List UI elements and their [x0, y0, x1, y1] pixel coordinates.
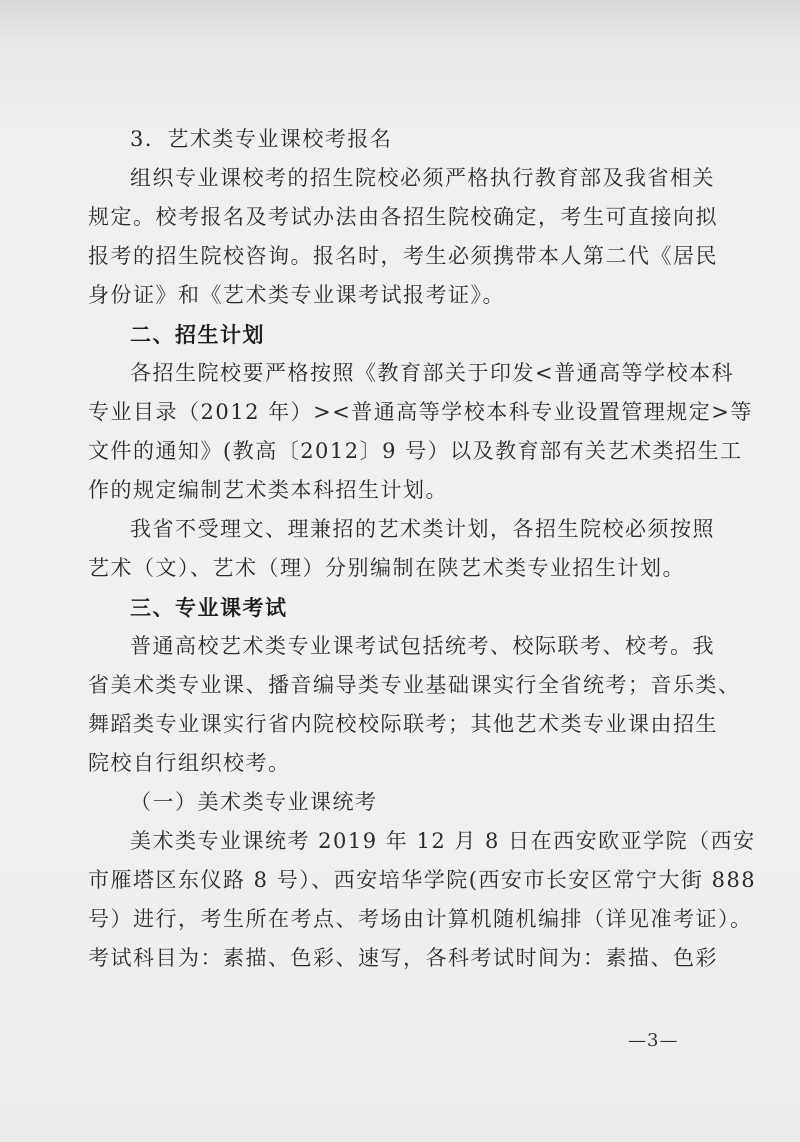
text-line: 考试科目为：素描、色彩、速写，各科考试时间为：素描、色彩: [88, 946, 718, 970]
text-line: 号）进行，考生所在考点、考场由计算机随机编排（详见准考证）。: [88, 907, 753, 931]
text-line: 专业目录（2012 年）><普通高等学校本科专业设置管理规定>等: [88, 400, 753, 424]
text-line: 作的规定编制艺术类本科招生计划。: [88, 478, 448, 502]
text-line: （一）美术类专业课统考: [130, 790, 378, 814]
text-line: 各招生院校要严格按照《教育部关于印发<普通高等学校本科: [130, 361, 735, 385]
text-line: 身份证》和《艺术类专业课考试报考证》。: [88, 283, 505, 307]
document-body: [88, 120, 757, 978]
text-line: 市雁塔区东仪路 8 号）、西安培华学院(西安市长安区常宁大街 888: [88, 868, 757, 892]
text-line: 美术类专业课统考 2019 年 12 月 8 日在西安欧亚学院（西安: [130, 829, 756, 853]
text-line: 文件的通知》(教高〔2012〕9 号）以及教育部有关艺术类招生工: [88, 439, 743, 463]
text-line: 报考的招生院校咨询。报名时，考生必须携带本人第二代《居民: [88, 244, 718, 268]
text-line: 我省不受理文、理兼招的艺术类计划，各招生院校必须按照: [130, 517, 715, 541]
text-line: 省美术类专业课、播音编导类专业基础课实行全省统考；音乐类、: [88, 673, 741, 697]
text-line: 规定。校考报名及考试办法由各招生院校确定，考生可直接向拟: [88, 205, 718, 229]
text-line: 院校自行组织校考。: [88, 751, 291, 775]
page-number: —3—: [628, 1030, 679, 1051]
top-shadow: [0, 0, 800, 40]
text-line: 舞蹈类专业课实行省内院校校际联考；其他艺术类专业课由招生: [88, 712, 718, 736]
text-line: 组织专业课校考的招生院校必须严格执行教育部及我省相关: [130, 166, 715, 190]
section-heading: 三、专业课考试: [130, 595, 288, 620]
text-line: 普通高校艺术类专业课考试包括统考、校际联考、校考。我: [130, 634, 715, 658]
section-heading: 二、招生计划: [130, 322, 265, 347]
text-line: 3．艺术类专业课校考报名: [130, 127, 393, 151]
text-line: 艺术（文）、艺术（理）分别编制在陕艺术类专业招生计划。: [88, 556, 685, 580]
